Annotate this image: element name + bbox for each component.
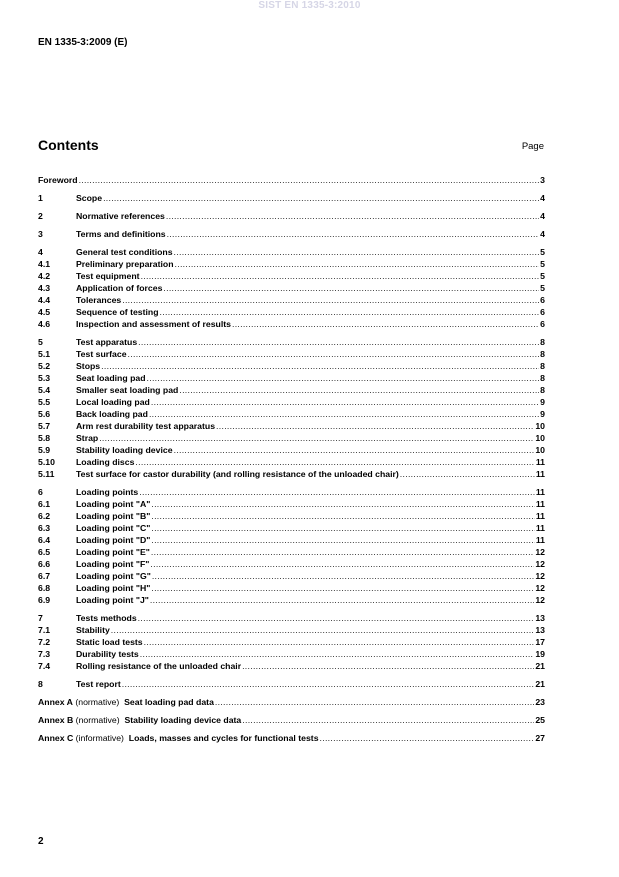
toc-entry-number: 7 xyxy=(38,613,43,623)
toc-entry-title: Loading point "A" xyxy=(76,499,151,509)
toc-leader-dots xyxy=(79,174,540,186)
toc-annex-type: (normative) xyxy=(75,697,120,707)
toc-entry-title: Sequence of testing xyxy=(76,307,159,317)
toc-entry-number: 7.1 xyxy=(38,625,51,635)
toc-leader-dots xyxy=(140,648,535,660)
toc-leader-dots xyxy=(232,318,539,330)
toc-annex-type: (informative) xyxy=(75,733,124,743)
toc-entry[interactable] xyxy=(38,270,545,282)
toc-entry[interactable] xyxy=(38,432,545,444)
toc-entry-title: Loading points xyxy=(76,487,139,497)
toc-entry-page: 11 xyxy=(535,523,545,533)
toc-entry-number: 5.5 xyxy=(38,397,51,407)
watermark: SIST EN 1335-3:2010 xyxy=(258,0,361,11)
toc-entry-title: Inspection and assessment of results xyxy=(76,319,231,329)
toc-leader-dots xyxy=(151,522,534,534)
toc-entry-number: 4.4 xyxy=(38,295,51,305)
toc-entry-page: 8 xyxy=(540,361,545,371)
toc-entry[interactable] xyxy=(38,624,545,636)
toc-leader-dots xyxy=(139,486,535,498)
toc-entry-number: 7.2 xyxy=(38,637,51,647)
toc-entry[interactable] xyxy=(38,372,545,384)
toc-entry-title: Durability tests xyxy=(76,649,139,659)
toc-entry-number: 6.6 xyxy=(38,559,51,569)
toc-entry-number: 7.4 xyxy=(38,661,51,671)
toc-annex-entry[interactable] xyxy=(38,714,545,726)
toc-annex-entry[interactable] xyxy=(38,696,545,708)
toc-entry[interactable] xyxy=(38,594,545,606)
toc-leader-dots xyxy=(174,246,540,258)
toc-leader-dots xyxy=(128,348,540,360)
toc-entry[interactable] xyxy=(38,612,545,624)
toc-entry-page: 13 xyxy=(535,625,545,635)
toc-entry-page: 19 xyxy=(535,649,545,659)
toc-entry-number: 6.3 xyxy=(38,523,51,533)
toc-leader-dots xyxy=(151,396,539,408)
toc-entry-page: 9 xyxy=(540,409,545,419)
toc-entry-page: 5 xyxy=(540,247,545,257)
toc-entry-number: 5.4 xyxy=(38,385,51,395)
toc-entry-title: Application of forces xyxy=(76,283,163,293)
toc-entry-page: 10 xyxy=(535,421,545,431)
toc-entry-number: 6.4 xyxy=(38,535,51,545)
toc-leader-dots xyxy=(150,558,534,570)
toc-leader-dots xyxy=(135,456,534,468)
toc-entry-title: Foreword xyxy=(38,175,78,185)
toc-entry-page: 4 xyxy=(540,229,545,239)
toc-leader-dots xyxy=(151,510,534,522)
toc-entry-title: Loading point "C" xyxy=(76,523,151,533)
toc-leader-dots xyxy=(166,210,539,222)
toc-annex-page: 23 xyxy=(535,697,545,707)
toc-entry-title: Test report xyxy=(76,679,121,689)
toc-entry-page: 4 xyxy=(540,211,545,221)
toc-leader-dots xyxy=(175,258,540,270)
toc-leader-dots xyxy=(150,594,534,606)
toc-entry-title: Stability xyxy=(76,625,110,635)
toc-entry-title: Test equipment xyxy=(76,271,140,281)
toc-entry-number: 5.2 xyxy=(38,361,51,371)
toc-entry-title: Test apparatus xyxy=(76,337,138,347)
toc-entry[interactable] xyxy=(38,456,545,468)
toc-entry-page: 11 xyxy=(535,469,545,479)
toc-entry[interactable] xyxy=(38,408,545,420)
toc-entry[interactable] xyxy=(38,498,545,510)
toc-leader-dots xyxy=(320,732,535,744)
toc-entry-number: 8 xyxy=(38,679,43,689)
toc-entry-title: Loading point "J" xyxy=(76,595,149,605)
toc-annex-page: 27 xyxy=(535,733,545,743)
toc-entry-title: Terms and definitions xyxy=(76,229,166,239)
toc-leader-dots xyxy=(167,228,540,240)
toc-entry-number: 5.7 xyxy=(38,421,51,431)
toc-entry-page: 12 xyxy=(535,583,545,593)
toc-entry-title: General test conditions xyxy=(76,247,173,257)
toc-leader-dots xyxy=(152,570,535,582)
toc-entry-number: 6 xyxy=(38,487,43,497)
toc-entry-title: Tolerances xyxy=(76,295,122,305)
toc-entry-title: Stops xyxy=(76,361,101,371)
toc-leader-dots xyxy=(149,408,539,420)
toc-entry-number: 5.11 xyxy=(38,469,55,479)
toc-leader-dots xyxy=(160,306,540,318)
toc-entry-page: 21 xyxy=(535,679,545,689)
toc-entry[interactable] xyxy=(38,582,545,594)
toc-entry-page: 8 xyxy=(540,385,545,395)
toc-leader-dots xyxy=(151,582,534,594)
toc-entry-number: 5.10 xyxy=(38,457,55,467)
toc-leader-dots xyxy=(242,714,534,726)
toc-annex-label: Annex C xyxy=(38,733,74,743)
toc-annex-label: Annex A xyxy=(38,697,73,707)
toc-entry-title: Test surface xyxy=(76,349,127,359)
toc-entry-number: 4.2 xyxy=(38,271,51,281)
toc-entry-title: Smaller seat loading pad xyxy=(76,385,179,395)
toc-annex-title: Seat loading pad data xyxy=(124,697,214,707)
toc-leader-dots xyxy=(151,534,534,546)
toc-leader-dots xyxy=(147,372,540,384)
toc-leader-dots xyxy=(151,498,534,510)
toc-entry-number: 5.1 xyxy=(38,349,51,359)
toc-entry-title: Loading point "H" xyxy=(76,583,151,593)
toc-entry-number: 5.6 xyxy=(38,409,51,419)
toc-annex-type: (normative) xyxy=(75,715,120,725)
toc-entry-number: 4 xyxy=(38,247,43,257)
toc-entry-number: 6.1 xyxy=(38,499,51,509)
toc-annex-entry[interactable] xyxy=(38,732,545,744)
toc-entry[interactable] xyxy=(38,282,545,294)
toc-entry-title: Preliminary preparation xyxy=(76,259,174,269)
toc-leader-dots xyxy=(400,468,535,480)
toc-entry-page: 12 xyxy=(535,595,545,605)
toc-leader-dots xyxy=(151,546,534,558)
toc-annex-label: Annex B xyxy=(38,715,74,725)
toc-entry-title: Back loading pad xyxy=(76,409,148,419)
toc-entry[interactable] xyxy=(38,468,545,480)
toc-entry-number: 7.3 xyxy=(38,649,51,659)
toc-entry[interactable] xyxy=(38,384,545,396)
toc-entry-number: 6.2 xyxy=(38,511,51,521)
toc-entry-page: 12 xyxy=(535,559,545,569)
toc-entry[interactable] xyxy=(38,396,545,408)
toc-entry-page: 5 xyxy=(540,271,545,281)
toc-leader-dots xyxy=(99,432,534,444)
toc-entry-page: 6 xyxy=(540,319,545,329)
toc-entry[interactable] xyxy=(38,444,545,456)
page-number: 2 xyxy=(38,836,44,847)
toc-entry-number: 4.5 xyxy=(38,307,51,317)
toc-entry-page: 11 xyxy=(535,499,545,509)
toc-entry-page: 11 xyxy=(535,535,545,545)
toc-entry-title: Arm rest durability test apparatus xyxy=(76,421,216,431)
toc-entry-number: 6.5 xyxy=(38,547,51,557)
toc-entry[interactable] xyxy=(38,360,545,372)
contents-heading: Contents xyxy=(38,137,99,153)
toc-entry-number: 6.7 xyxy=(38,571,51,581)
toc-entry[interactable] xyxy=(38,420,545,432)
toc-entry-title: Tests methods xyxy=(76,613,137,623)
toc-leader-dots xyxy=(138,336,539,348)
toc-entry[interactable] xyxy=(38,570,545,582)
table-of-contents xyxy=(38,174,545,744)
toc-entry[interactable] xyxy=(38,522,545,534)
toc-entry-page: 6 xyxy=(540,295,545,305)
toc-entry-page: 10 xyxy=(535,433,545,443)
toc-entry[interactable] xyxy=(38,210,545,222)
toc-entry-page: 12 xyxy=(535,547,545,557)
toc-leader-dots xyxy=(242,660,534,672)
toc-entry-page: 8 xyxy=(540,337,545,347)
toc-entry[interactable] xyxy=(38,246,545,258)
toc-leader-dots xyxy=(101,360,539,372)
toc-entry-number: 4.6 xyxy=(38,319,51,329)
toc-leader-dots xyxy=(174,444,535,456)
toc-entry-page: 6 xyxy=(540,307,545,317)
toc-entry-title: Loading point "D" xyxy=(76,535,151,545)
page-column-label: Page xyxy=(521,141,544,152)
toc-entry-page: 5 xyxy=(540,283,545,293)
toc-entry-title: Normative references xyxy=(76,211,165,221)
toc-leader-dots xyxy=(179,384,539,396)
toc-entry-title: Scope xyxy=(76,193,103,203)
toc-entry-title: Local loading pad xyxy=(76,397,150,407)
toc-entry[interactable] xyxy=(38,318,545,330)
toc-entry-number: 5.3 xyxy=(38,373,51,383)
toc-entry-page: 3 xyxy=(540,175,545,185)
document-id: EN 1335-3:2009 (E) xyxy=(38,37,128,48)
toc-entry-title: Stability loading device xyxy=(76,445,173,455)
toc-leader-dots xyxy=(215,696,534,708)
toc-entry-page: 5 xyxy=(540,259,545,269)
toc-leader-dots xyxy=(144,636,535,648)
toc-entry-number: 2 xyxy=(38,211,43,221)
toc-entry-page: 11 xyxy=(535,487,545,497)
toc-entry-number: 6.8 xyxy=(38,583,51,593)
toc-leader-dots xyxy=(122,294,539,306)
toc-entry-page: 12 xyxy=(535,571,545,581)
toc-entry-number: 5.8 xyxy=(38,433,51,443)
toc-entry[interactable] xyxy=(38,348,545,360)
toc-entry[interactable] xyxy=(38,294,545,306)
toc-entry[interactable] xyxy=(38,486,545,498)
toc-entry[interactable] xyxy=(38,174,545,186)
toc-leader-dots xyxy=(138,612,535,624)
toc-entry-number: 4.1 xyxy=(38,259,51,269)
toc-entry-title: Test surface for castor durability (and rolling resistance of the unloaded chair) xyxy=(76,469,399,479)
toc-entry-title: Strap xyxy=(76,433,99,443)
toc-entry-number: 5 xyxy=(38,337,43,347)
toc-entry-number: 4.3 xyxy=(38,283,51,293)
toc-entry[interactable] xyxy=(38,534,545,546)
toc-entry-number: 5.9 xyxy=(38,445,51,455)
toc-annex-title: Stability loading device data xyxy=(124,715,242,725)
toc-entry-page: 11 xyxy=(535,511,545,521)
toc-entry-title: Loading discs xyxy=(76,457,135,467)
toc-entry-number: 6.9 xyxy=(38,595,51,605)
toc-entry-title: Static load tests xyxy=(76,637,143,647)
toc-entry[interactable] xyxy=(38,558,545,570)
toc-entry-page: 8 xyxy=(540,349,545,359)
toc-entry[interactable] xyxy=(38,192,545,204)
toc-leader-dots xyxy=(163,282,539,294)
toc-entry[interactable] xyxy=(38,636,545,648)
toc-entry[interactable] xyxy=(38,678,545,690)
toc-entry-page: 13 xyxy=(535,613,545,623)
toc-annex-page: 25 xyxy=(535,715,545,725)
toc-entry[interactable] xyxy=(38,546,545,558)
toc-entry-page: 4 xyxy=(540,193,545,203)
toc-entry[interactable] xyxy=(38,228,545,240)
toc-entry-title: Rolling resistance of the unloaded chair xyxy=(76,661,242,671)
toc-entry-number: 3 xyxy=(38,229,43,239)
toc-entry-page: 9 xyxy=(540,397,545,407)
toc-leader-dots xyxy=(111,624,535,636)
toc-entry-number: 1 xyxy=(38,193,43,203)
toc-entry[interactable] xyxy=(38,258,545,270)
toc-entry[interactable] xyxy=(38,660,545,672)
toc-entry-title: Loading point "F" xyxy=(76,559,150,569)
toc-leader-dots xyxy=(216,420,534,432)
toc-entry[interactable] xyxy=(38,648,545,660)
toc-leader-dots xyxy=(122,678,535,690)
toc-entry-title: Seat loading pad xyxy=(76,373,146,383)
toc-entry[interactable] xyxy=(38,510,545,522)
toc-entry-title: Loading point "B" xyxy=(76,511,151,521)
toc-entry-page: 10 xyxy=(535,445,545,455)
toc-entry-page: 11 xyxy=(535,457,545,467)
toc-entry-page: 8 xyxy=(540,373,545,383)
toc-entry-page: 17 xyxy=(535,637,545,647)
toc-entry[interactable] xyxy=(38,306,545,318)
toc-annex-title: Loads, masses and cycles for functional tests xyxy=(128,733,319,743)
toc-entry-page: 21 xyxy=(535,661,545,671)
toc-entry-title: Loading point "G" xyxy=(76,571,151,581)
toc-entry[interactable] xyxy=(38,336,545,348)
toc-entry-title: Loading point "E" xyxy=(76,547,150,557)
toc-leader-dots xyxy=(103,192,539,204)
toc-leader-dots xyxy=(141,270,540,282)
